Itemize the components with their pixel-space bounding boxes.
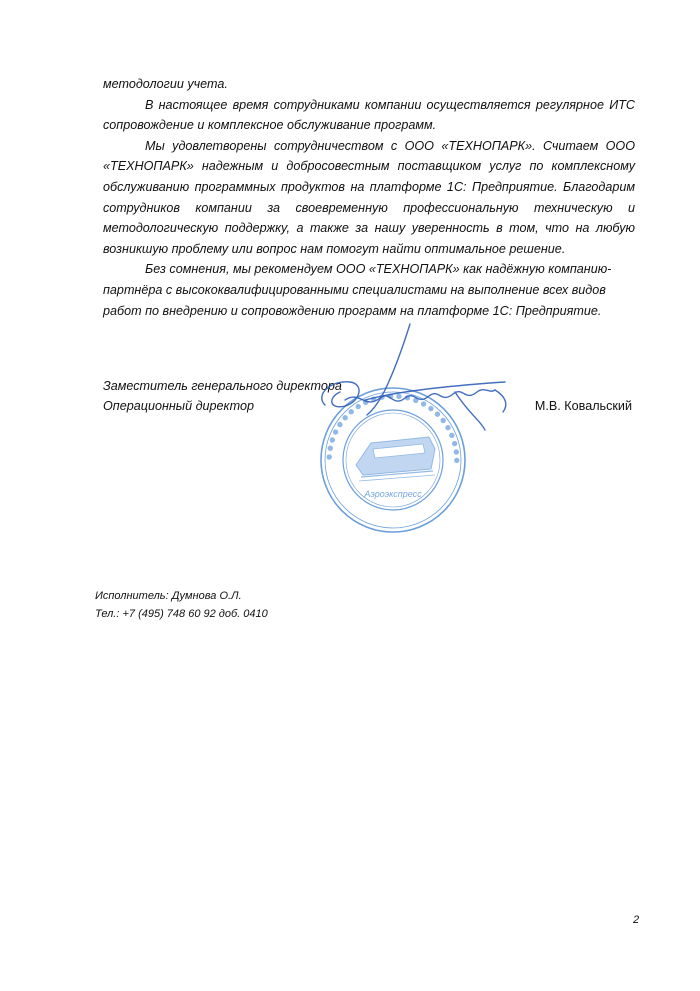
signatory-position-line2: Операционный директор — [103, 399, 254, 413]
letter-body — [103, 74, 635, 321]
executor-name: Исполнитель: Думнова О.Л. — [95, 590, 242, 602]
paragraph-satisfaction: Мы удовлетворены сотрудничеством с ООО «ТЕХНОПАРК». Считаем ООО «ТЕХНОПАРК» надежным и добросовестным поставщиком услуг по комплексному обслуживанию программных продуктов на платформе 1С: Предприятие. Благодарим сотрудников компании за своевременную профессиональную техническую и методологическую поддержку, а также за нашу уверенность в том, что на любую возникшую проблему или вопрос нам помогут найти оптимальное решение. — [103, 138, 635, 256]
page-number: 2 — [633, 914, 640, 926]
svg-text:● ● ● ● ● ● ● ● ● ● ● ● ● ● ●: ● ● ● ● ● ● ● ● ● ● ● ● ● ● ● ● ● ● ● ● ● ● ● ● — [324, 391, 462, 464]
paragraph-recommendation: Без сомнения, мы рекомендуем ООО «ТЕХНОПАРК» как надёжную компанию-партнёра с высококвалифицированными специалистами на выполнение всех видов работ по внедрению и сопровождению программ на платформе 1С: Предприятие. — [103, 262, 612, 318]
stamp-center-text: Аэроэкспресс — [364, 489, 422, 499]
paragraph-continuation: методологии учета. — [103, 77, 228, 91]
executor-phone: Тел.: +7 (495) 748 60 92 доб. 0410 — [95, 608, 268, 620]
signatory-position-line1: Заместитель генерального директора — [103, 379, 342, 393]
train-emblem-icon — [356, 437, 435, 481]
executor-block — [95, 587, 268, 623]
paragraph-support: В настоящее время сотрудниками компании осуществляется регулярное ИТС сопровождение и комплексное обслуживание программ. — [103, 97, 635, 133]
handwritten-signature — [305, 320, 525, 440]
signatory-name: М.В. Ковальский — [534, 399, 632, 413]
